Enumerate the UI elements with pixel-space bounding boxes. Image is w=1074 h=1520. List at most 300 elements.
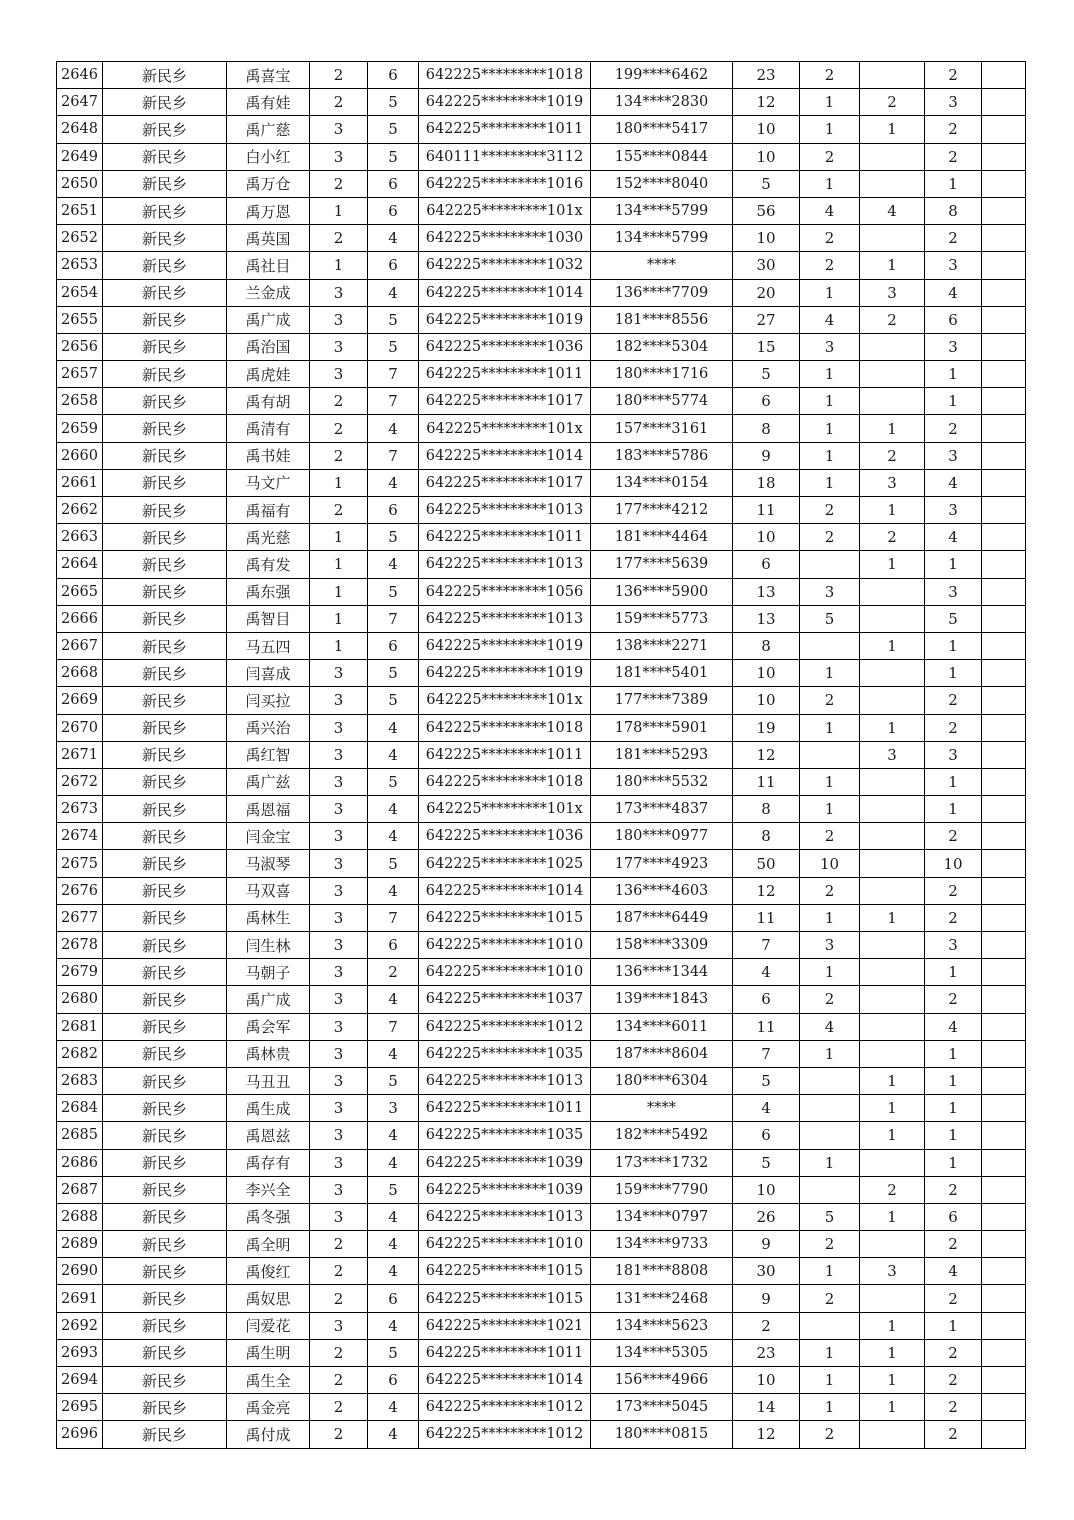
cell-total: 2 [925,143,982,170]
cell-category: 1 [310,252,368,279]
cell-remark [982,497,1026,524]
cell-phone: 180****5532 [591,768,733,795]
cell-value-b: 2 [800,524,860,551]
cell-household-size: 4 [368,1312,419,1339]
cell-value-b: 2 [800,1421,860,1448]
cell-category: 3 [310,1122,368,1149]
cell-value-a: 10 [733,225,800,252]
cell-row-number: 2660 [57,442,103,469]
cell-category: 2 [310,1394,368,1421]
cell-value-c [860,986,925,1013]
cell-id-number: 642225*********1011 [419,1095,591,1122]
cell-row-number: 2676 [57,877,103,904]
cell-total: 3 [925,497,982,524]
cell-id-number: 642225*********1019 [419,632,591,659]
cell-phone: 187****8604 [591,1040,733,1067]
cell-id-number: 640111*********3112 [419,143,591,170]
cell-phone: 181****8556 [591,306,733,333]
cell-value-a: 14 [733,1394,800,1421]
cell-total: 1 [925,768,982,795]
cell-township: 新民乡 [103,1149,227,1176]
cell-remark [982,1013,1026,1040]
cell-row-number: 2678 [57,932,103,959]
cell-household-size: 4 [368,1149,419,1176]
cell-name: 禹英国 [227,225,310,252]
cell-household-size: 5 [368,143,419,170]
cell-phone: 199****6462 [591,62,733,89]
cell-value-c: 3 [860,741,925,768]
cell-row-number: 2656 [57,333,103,360]
cell-category: 3 [310,823,368,850]
table-row [57,116,1026,143]
cell-value-b: 5 [800,605,860,632]
cell-remark [982,62,1026,89]
cell-name: 禹冬强 [227,1203,310,1230]
cell-remark [982,469,1026,496]
table-body [57,62,1026,1449]
cell-row-number: 2695 [57,1394,103,1421]
cell-id-number: 642225*********1013 [419,551,591,578]
cell-value-b: 2 [800,62,860,89]
cell-row-number: 2646 [57,62,103,89]
cell-value-c: 1 [860,252,925,279]
cell-value-b: 5 [800,1203,860,1230]
cell-township: 新民乡 [103,143,227,170]
cell-value-b: 1 [800,1367,860,1394]
cell-value-c: 1 [860,415,925,442]
cell-total: 4 [925,469,982,496]
cell-household-size: 5 [368,306,419,333]
cell-value-a: 10 [733,116,800,143]
cell-remark [982,388,1026,415]
cell-row-number: 2692 [57,1312,103,1339]
cell-total: 2 [925,687,982,714]
cell-row-number: 2694 [57,1367,103,1394]
cell-total: 6 [925,1203,982,1230]
table-row [57,1231,1026,1258]
cell-total: 2 [925,116,982,143]
cell-category: 2 [310,1367,368,1394]
cell-value-c: 4 [860,197,925,224]
cell-category: 1 [310,605,368,632]
cell-value-b: 1 [800,415,860,442]
cell-category: 1 [310,632,368,659]
cell-id-number: 642225*********1013 [419,1203,591,1230]
cell-township: 新民乡 [103,306,227,333]
cell-row-number: 2684 [57,1095,103,1122]
cell-row-number: 2649 [57,143,103,170]
cell-household-size: 7 [368,361,419,388]
cell-township: 新民乡 [103,1312,227,1339]
cell-id-number: 642225*********1014 [419,877,591,904]
cell-value-a: 9 [733,442,800,469]
cell-remark [982,986,1026,1013]
cell-id-number: 642225*********1012 [419,1394,591,1421]
cell-id-number: 642225*********1019 [419,89,591,116]
cell-phone: 180****6304 [591,1067,733,1094]
cell-township: 新民乡 [103,1040,227,1067]
cell-value-b [800,1067,860,1094]
cell-value-c [860,1149,925,1176]
table-row [57,170,1026,197]
cell-category: 3 [310,877,368,904]
cell-phone: 138****2271 [591,632,733,659]
table-row [57,497,1026,524]
cell-household-size: 4 [368,1122,419,1149]
cell-value-c: 1 [860,1312,925,1339]
cell-name: 禹有发 [227,551,310,578]
cell-total: 1 [925,361,982,388]
cell-phone: 181****8808 [591,1258,733,1285]
cell-value-a: 4 [733,1095,800,1122]
cell-phone: 173****1732 [591,1149,733,1176]
cell-value-c [860,687,925,714]
cell-name: 禹会军 [227,1013,310,1040]
cell-total: 1 [925,1095,982,1122]
cell-value-c [860,143,925,170]
table-row [57,1258,1026,1285]
cell-township: 新民乡 [103,415,227,442]
cell-remark [982,578,1026,605]
cell-household-size: 4 [368,1421,419,1448]
table-row [57,143,1026,170]
cell-value-c: 1 [860,714,925,741]
cell-value-a: 5 [733,170,800,197]
cell-value-a: 20 [733,279,800,306]
cell-value-c: 1 [860,1095,925,1122]
cell-value-b: 2 [800,823,860,850]
cell-township: 新民乡 [103,904,227,931]
cell-value-b: 1 [800,1258,860,1285]
cell-value-a: 8 [733,632,800,659]
cell-name: 禹有娃 [227,89,310,116]
cell-value-b: 2 [800,986,860,1013]
cell-value-b: 2 [800,1285,860,1312]
cell-household-size: 5 [368,768,419,795]
cell-value-c [860,850,925,877]
cell-row-number: 2685 [57,1122,103,1149]
cell-township: 新民乡 [103,796,227,823]
cell-name: 禹广慈 [227,116,310,143]
cell-name: 李兴全 [227,1176,310,1203]
cell-phone: 180****0815 [591,1421,733,1448]
cell-category: 2 [310,1421,368,1448]
cell-name: 禹生明 [227,1339,310,1366]
cell-remark [982,1285,1026,1312]
cell-total: 2 [925,823,982,850]
cell-value-b: 1 [800,959,860,986]
cell-phone: **** [591,252,733,279]
cell-id-number: 642225*********1010 [419,959,591,986]
cell-row-number: 2682 [57,1040,103,1067]
cell-value-a: 30 [733,1258,800,1285]
cell-township: 新民乡 [103,1203,227,1230]
cell-value-c: 2 [860,524,925,551]
cell-total: 1 [925,959,982,986]
cell-value-b: 1 [800,442,860,469]
cell-phone: 156****4966 [591,1367,733,1394]
cell-name: 禹全明 [227,1231,310,1258]
cell-value-b: 1 [800,361,860,388]
cell-id-number: 642225*********101x [419,796,591,823]
cell-id-number: 642225*********101x [419,415,591,442]
cell-category: 3 [310,306,368,333]
cell-remark [982,1421,1026,1448]
cell-name: 禹金亮 [227,1394,310,1421]
cell-value-a: 11 [733,497,800,524]
table-row [57,551,1026,578]
cell-remark [982,1122,1026,1149]
cell-value-b: 2 [800,497,860,524]
cell-category: 3 [310,1040,368,1067]
cell-value-c: 1 [860,632,925,659]
cell-value-c: 1 [860,1067,925,1094]
cell-value-c [860,1285,925,1312]
cell-remark [982,1095,1026,1122]
cell-household-size: 4 [368,551,419,578]
cell-category: 3 [310,1095,368,1122]
cell-value-a: 30 [733,252,800,279]
cell-household-size: 6 [368,1285,419,1312]
cell-row-number: 2648 [57,116,103,143]
cell-township: 新民乡 [103,632,227,659]
table-row [57,932,1026,959]
cell-remark [982,1149,1026,1176]
table-row [57,1285,1026,1312]
cell-value-c [860,225,925,252]
cell-value-b [800,1122,860,1149]
cell-category: 1 [310,469,368,496]
cell-phone: 136****5900 [591,578,733,605]
data-table [56,61,1026,1449]
cell-total: 2 [925,1394,982,1421]
cell-value-c: 3 [860,279,925,306]
cell-row-number: 2666 [57,605,103,632]
cell-township: 新民乡 [103,1367,227,1394]
cell-value-a: 11 [733,904,800,931]
cell-name: 闫买拉 [227,687,310,714]
cell-id-number: 642225*********1039 [419,1176,591,1203]
cell-value-b: 1 [800,469,860,496]
cell-category: 1 [310,551,368,578]
cell-id-number: 642225*********1036 [419,333,591,360]
cell-id-number: 642225*********1013 [419,1067,591,1094]
cell-phone: 180****5417 [591,116,733,143]
cell-household-size: 6 [368,62,419,89]
cell-total: 6 [925,306,982,333]
cell-total: 4 [925,524,982,551]
cell-phone: 134****9733 [591,1231,733,1258]
cell-township: 新民乡 [103,660,227,687]
table-row [57,714,1026,741]
cell-name: 禹喜宝 [227,62,310,89]
cell-category: 3 [310,1013,368,1040]
cell-remark [982,1258,1026,1285]
cell-id-number: 642225*********1030 [419,225,591,252]
cell-value-a: 9 [733,1231,800,1258]
table-row [57,632,1026,659]
cell-remark [982,877,1026,904]
cell-value-b [800,1095,860,1122]
table-row [57,877,1026,904]
cell-value-c [860,1421,925,1448]
cell-id-number: 642225*********1017 [419,388,591,415]
cell-value-a: 23 [733,1339,800,1366]
cell-value-b: 1 [800,170,860,197]
cell-township: 新民乡 [103,333,227,360]
cell-phone: 180****0977 [591,823,733,850]
cell-household-size: 5 [368,1176,419,1203]
cell-township: 新民乡 [103,197,227,224]
cell-name: 禹虎娃 [227,361,310,388]
cell-name: 禹奴思 [227,1285,310,1312]
cell-row-number: 2688 [57,1203,103,1230]
cell-value-b: 1 [800,279,860,306]
cell-total: 2 [925,1421,982,1448]
cell-phone: 158****3309 [591,932,733,959]
cell-remark [982,1339,1026,1366]
cell-phone: 134****0797 [591,1203,733,1230]
cell-id-number: 642225*********1013 [419,497,591,524]
cell-category: 2 [310,1258,368,1285]
cell-row-number: 2691 [57,1285,103,1312]
cell-category: 3 [310,850,368,877]
cell-value-c [860,62,925,89]
cell-total: 2 [925,415,982,442]
cell-household-size: 5 [368,524,419,551]
cell-value-a: 7 [733,932,800,959]
table-row [57,850,1026,877]
cell-category: 3 [310,279,368,306]
cell-value-a: 27 [733,306,800,333]
cell-value-c [860,796,925,823]
table-row [57,1149,1026,1176]
cell-value-a: 2 [733,1312,800,1339]
cell-value-c: 1 [860,904,925,931]
cell-township: 新民乡 [103,932,227,959]
cell-total: 3 [925,932,982,959]
cell-phone: 182****5492 [591,1122,733,1149]
cell-category: 2 [310,1231,368,1258]
cell-row-number: 2683 [57,1067,103,1094]
cell-name: 禹恩福 [227,796,310,823]
cell-id-number: 642225*********1014 [419,1367,591,1394]
cell-household-size: 3 [368,1095,419,1122]
cell-id-number: 642225*********1036 [419,823,591,850]
cell-remark [982,225,1026,252]
cell-household-size: 5 [368,116,419,143]
cell-township: 新民乡 [103,605,227,632]
cell-name: 禹俊红 [227,1258,310,1285]
cell-value-b: 2 [800,877,860,904]
cell-category: 2 [310,1285,368,1312]
cell-value-a: 10 [733,687,800,714]
cell-row-number: 2690 [57,1258,103,1285]
cell-value-a: 8 [733,796,800,823]
cell-category: 3 [310,959,368,986]
cell-row-number: 2658 [57,388,103,415]
cell-name: 禹清有 [227,415,310,442]
cell-row-number: 2689 [57,1231,103,1258]
cell-value-b: 1 [800,1339,860,1366]
cell-total: 10 [925,850,982,877]
table-row [57,1203,1026,1230]
cell-category: 3 [310,1067,368,1094]
cell-name: 马文广 [227,469,310,496]
table-row [57,415,1026,442]
cell-total: 8 [925,197,982,224]
cell-total: 1 [925,388,982,415]
table-row [57,578,1026,605]
cell-row-number: 2673 [57,796,103,823]
cell-name: 马五四 [227,632,310,659]
cell-remark [982,524,1026,551]
cell-township: 新民乡 [103,469,227,496]
cell-phone: 136****4603 [591,877,733,904]
table-row [57,1067,1026,1094]
cell-row-number: 2653 [57,252,103,279]
cell-household-size: 5 [368,660,419,687]
cell-household-size: 4 [368,279,419,306]
cell-category: 3 [310,768,368,795]
cell-remark [982,959,1026,986]
cell-remark [982,714,1026,741]
cell-remark [982,850,1026,877]
cell-township: 新民乡 [103,877,227,904]
cell-name: 闫生林 [227,932,310,959]
cell-id-number: 642225*********101x [419,687,591,714]
table-row [57,660,1026,687]
cell-township: 新民乡 [103,1339,227,1366]
cell-row-number: 2662 [57,497,103,524]
table-row [57,1095,1026,1122]
cell-remark [982,442,1026,469]
cell-name: 禹付成 [227,1421,310,1448]
cell-value-b: 1 [800,1149,860,1176]
cell-category: 2 [310,170,368,197]
cell-name: 禹智目 [227,605,310,632]
cell-household-size: 5 [368,850,419,877]
cell-id-number: 642225*********1056 [419,578,591,605]
table-row [57,823,1026,850]
cell-township: 新民乡 [103,89,227,116]
cell-household-size: 2 [368,959,419,986]
cell-total: 2 [925,877,982,904]
cell-row-number: 2664 [57,551,103,578]
cell-remark [982,632,1026,659]
cell-name: 白小红 [227,143,310,170]
cell-phone: 187****6449 [591,904,733,931]
cell-value-a: 56 [733,197,800,224]
cell-remark [982,306,1026,333]
cell-name: 禹红智 [227,741,310,768]
cell-value-b [800,1176,860,1203]
cell-household-size: 7 [368,904,419,931]
cell-row-number: 2675 [57,850,103,877]
table-row [57,796,1026,823]
cell-value-c: 1 [860,497,925,524]
cell-township: 新民乡 [103,741,227,768]
table-row [57,442,1026,469]
cell-remark [982,89,1026,116]
cell-value-c [860,959,925,986]
cell-value-b: 2 [800,687,860,714]
cell-remark [982,768,1026,795]
cell-household-size: 5 [368,578,419,605]
cell-value-b: 3 [800,932,860,959]
cell-row-number: 2659 [57,415,103,442]
cell-value-a: 7 [733,1040,800,1067]
